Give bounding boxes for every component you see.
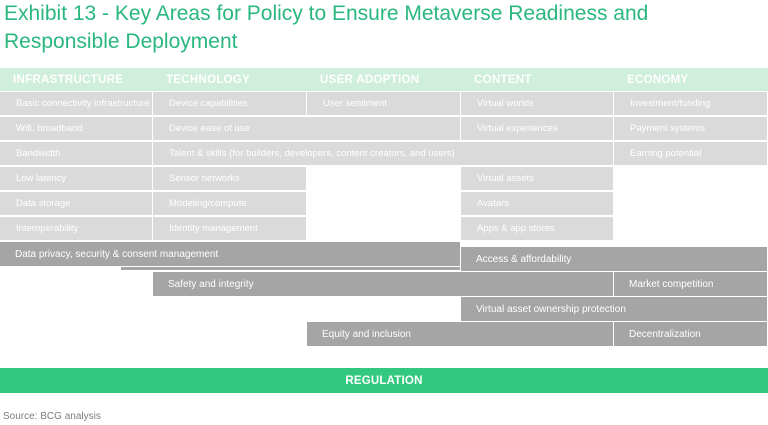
cell-user-sentiment: User sentiment	[307, 92, 461, 116]
cell-basic-connectivity: Basic connectivity infrastructure	[0, 92, 153, 116]
header-technology: TECHNOLOGY	[153, 68, 307, 91]
bar-market-competition: Market competition	[614, 272, 768, 297]
cell-virtual-experiences: Virtual experiences	[461, 117, 614, 141]
cell-device-ease-of-use: Device ease of use	[153, 117, 461, 141]
source-note: Source: BCG analysis	[3, 411, 101, 422]
page-title: Exhibit 13 - Key Areas for Policy to Ensure Metaverse Readiness and Responsible Deployment	[4, 2, 649, 53]
cell-virtual-assets: Virtual assets	[461, 167, 614, 191]
header-economy: ECONOMY	[614, 68, 768, 91]
cell-investment-funding: Investment/funding	[614, 92, 768, 116]
cell-device-capabilities: Device capabilities	[153, 92, 307, 116]
cell-modeling-compute: Modeling/compute	[153, 192, 307, 216]
cell-talent-skills: Talent & skills (for builders, developers, content creators, and users)	[153, 142, 614, 166]
bar-equity-inclusion: Equity and inclusion	[307, 322, 614, 347]
cell-interoperability: Interoperability	[0, 217, 153, 241]
bar-decentralization: Decentralization	[614, 322, 768, 347]
header-infrastructure: INFRASTRUCTURE	[0, 68, 153, 91]
cell-payment-systems: Payment systems	[614, 117, 768, 141]
cell-apps-app-stores: Apps & app stores	[461, 217, 614, 241]
regulation-bar: REGULATION	[0, 368, 768, 393]
cell-virtual-worlds: Virtual worlds	[461, 92, 614, 116]
cell-avatars: Avatars	[461, 192, 614, 216]
cell-bandwidth: Bandwidth	[0, 142, 153, 166]
header-content: CONTENT	[461, 68, 614, 91]
cell-data-storage: Data storage	[0, 192, 153, 216]
bar-access-affordability: Access & affordability	[461, 247, 768, 272]
header-user-adoption: USER ADOPTION	[307, 68, 461, 91]
bar-safety-integrity: Safety and integrity	[153, 272, 614, 297]
cell-sensor-networks: Sensor networks	[153, 167, 307, 191]
cell-earning-potential: Earning potential	[614, 142, 768, 166]
cell-low-latency: Low latency	[0, 167, 153, 191]
bar-data-privacy: Data privacy, security & consent management	[0, 242, 461, 267]
cell-wifi-broadband: Wifi, broadband	[0, 117, 153, 141]
bar-virtual-asset-ownership: Virtual asset ownership protection	[461, 297, 768, 322]
cell-identity-management: Identity management	[153, 217, 307, 241]
